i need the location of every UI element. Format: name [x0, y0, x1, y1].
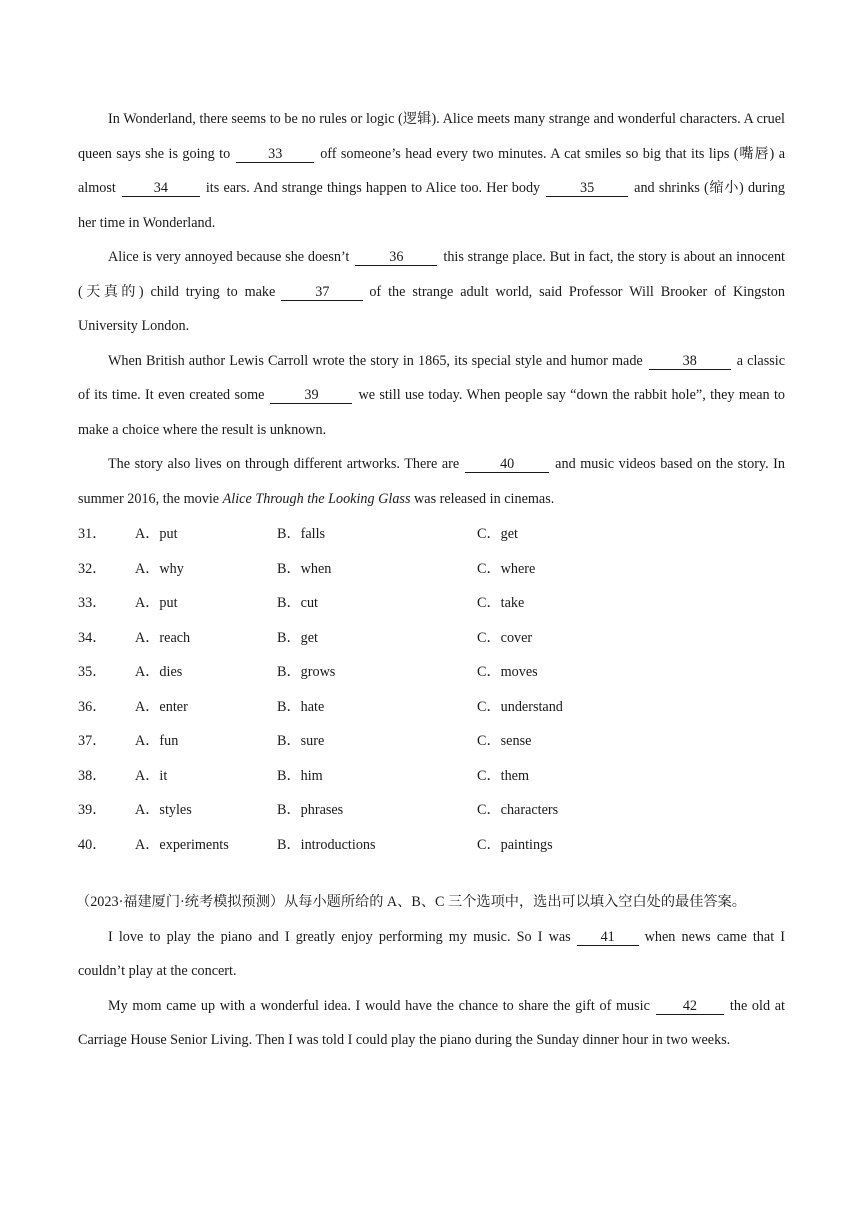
option-c: C．sense	[477, 733, 532, 750]
option-a: A．experiments	[135, 836, 229, 853]
passage-paragraph-1: In Wonderland, there seems to be no rules or logic (逻辑). Alice meets many strange and wonderful characters. A cruel queen says she is going to 33 off someone’s head every two minutes. A cat smiles so big that its lips (嘴唇) a almost 34 its ears. And strange things happen to Alice too. Her body 35 and shrinks (缩小) during her time in Wonderland.	[78, 111, 785, 231]
passage-paragraph-4: The story also lives on through different artworks. There are 40 and music videos based on the story. In summer 2016, the movie Alice Through the Looking Glass was released in cinemas.	[78, 456, 785, 507]
option-c: C．them	[477, 767, 530, 784]
option-b: B．get	[277, 629, 318, 646]
option-b: B．introductions	[277, 836, 376, 853]
option-b: B．when	[277, 560, 332, 577]
passage-paragraph-3: When British author Lewis Carroll wrote the story in 1865, its special style and humor made 38 a classic of its time. It even created some 39 we still use today. When people say “down the rabbit hole”, they mean to make a choice where the result is unknown.	[78, 352, 785, 438]
blank-40: 40	[465, 457, 549, 473]
question-row: 39． A．styles B．phrases C．characters	[78, 792, 785, 827]
option-b: B．grows	[277, 664, 336, 681]
option-c: C．take	[477, 595, 525, 612]
option-a: A．put	[135, 526, 178, 543]
option-b: B．hate	[277, 698, 325, 715]
blank-36: 36	[355, 250, 437, 266]
option-b: B．cut	[277, 595, 318, 612]
movie-title: Alice Through the Looking Glass	[222, 490, 411, 507]
option-a: A．fun	[135, 733, 179, 750]
blank-38: 38	[649, 354, 731, 370]
question-row: 35． A．dies B．grows C．moves	[78, 654, 785, 689]
blank-35: 35	[546, 181, 628, 197]
question-row: 31． A．put B．falls C．get	[78, 516, 785, 551]
option-c: C．get	[477, 526, 518, 543]
option-c: C．where	[477, 560, 536, 577]
passage-paragraph-2: Alice is very annoyed because she doesn’t 36 this strange place. But in fact, the story is about an innocent (天真的) child trying to make 37 of the strange adult world, said Professor Will Brooker of Kingston University London.	[78, 249, 786, 334]
option-b: B．falls	[277, 526, 326, 543]
question-row: 33． A．put B．cut C．take	[78, 585, 785, 620]
question-row: 40． A．experiments B．introductions C．paintings	[78, 827, 785, 862]
blank-42: 42	[656, 999, 724, 1015]
option-a: A．enter	[135, 698, 188, 715]
option-a: A．styles	[135, 802, 192, 819]
passage-paragraph-6: My mom came up with a wonderful idea. I would have the chance to share the gift of music 42 the old at Carriage House Senior Living. Then I was told I could play the piano during the Sunday dinner hour in two weeks.	[78, 997, 785, 1048]
document-page	[78, 102, 785, 1058]
blank-33: 33	[236, 147, 314, 163]
option-c: C．moves	[477, 664, 538, 681]
option-a: A．dies	[135, 664, 183, 681]
option-b: B．him	[277, 767, 323, 784]
option-a: A．it	[135, 767, 168, 784]
blank-37: 37	[281, 285, 363, 301]
passage-paragraph-5: I love to play the piano and I greatly enjoy performing my music. So I was 41 when news came that I couldn’t play at the concert.	[78, 928, 785, 979]
section-gap	[78, 861, 785, 885]
question-row: 32． A．why B．when C．where	[78, 551, 785, 586]
option-a: A．why	[135, 560, 184, 577]
option-a: A．put	[135, 595, 178, 612]
blank-34: 34	[122, 181, 200, 197]
option-c: C．characters	[477, 802, 559, 819]
options-list	[78, 516, 785, 861]
question-row: 36． A．enter B．hate C．understand	[78, 689, 785, 724]
blank-41: 41	[577, 930, 639, 946]
option-b: B．sure	[277, 733, 325, 750]
blank-39: 39	[270, 388, 352, 404]
question-row: 34． A．reach B．get C．cover	[78, 620, 785, 655]
option-c: C．understand	[477, 698, 563, 715]
option-b: B．phrases	[277, 802, 344, 819]
question-row: 38． A．it B．him C．them	[78, 758, 785, 793]
question-row: 37． A．fun B．sure C．sense	[78, 723, 785, 758]
option-a: A．reach	[135, 629, 191, 646]
section-source-line: （2023·福建厦门·统考模拟预测）从每小题所给的 A、B、C 三个选项中，选出可以填入空白处的最佳答案。	[76, 894, 746, 910]
option-c: C．cover	[477, 629, 533, 646]
option-c: C．paintings	[477, 836, 553, 853]
